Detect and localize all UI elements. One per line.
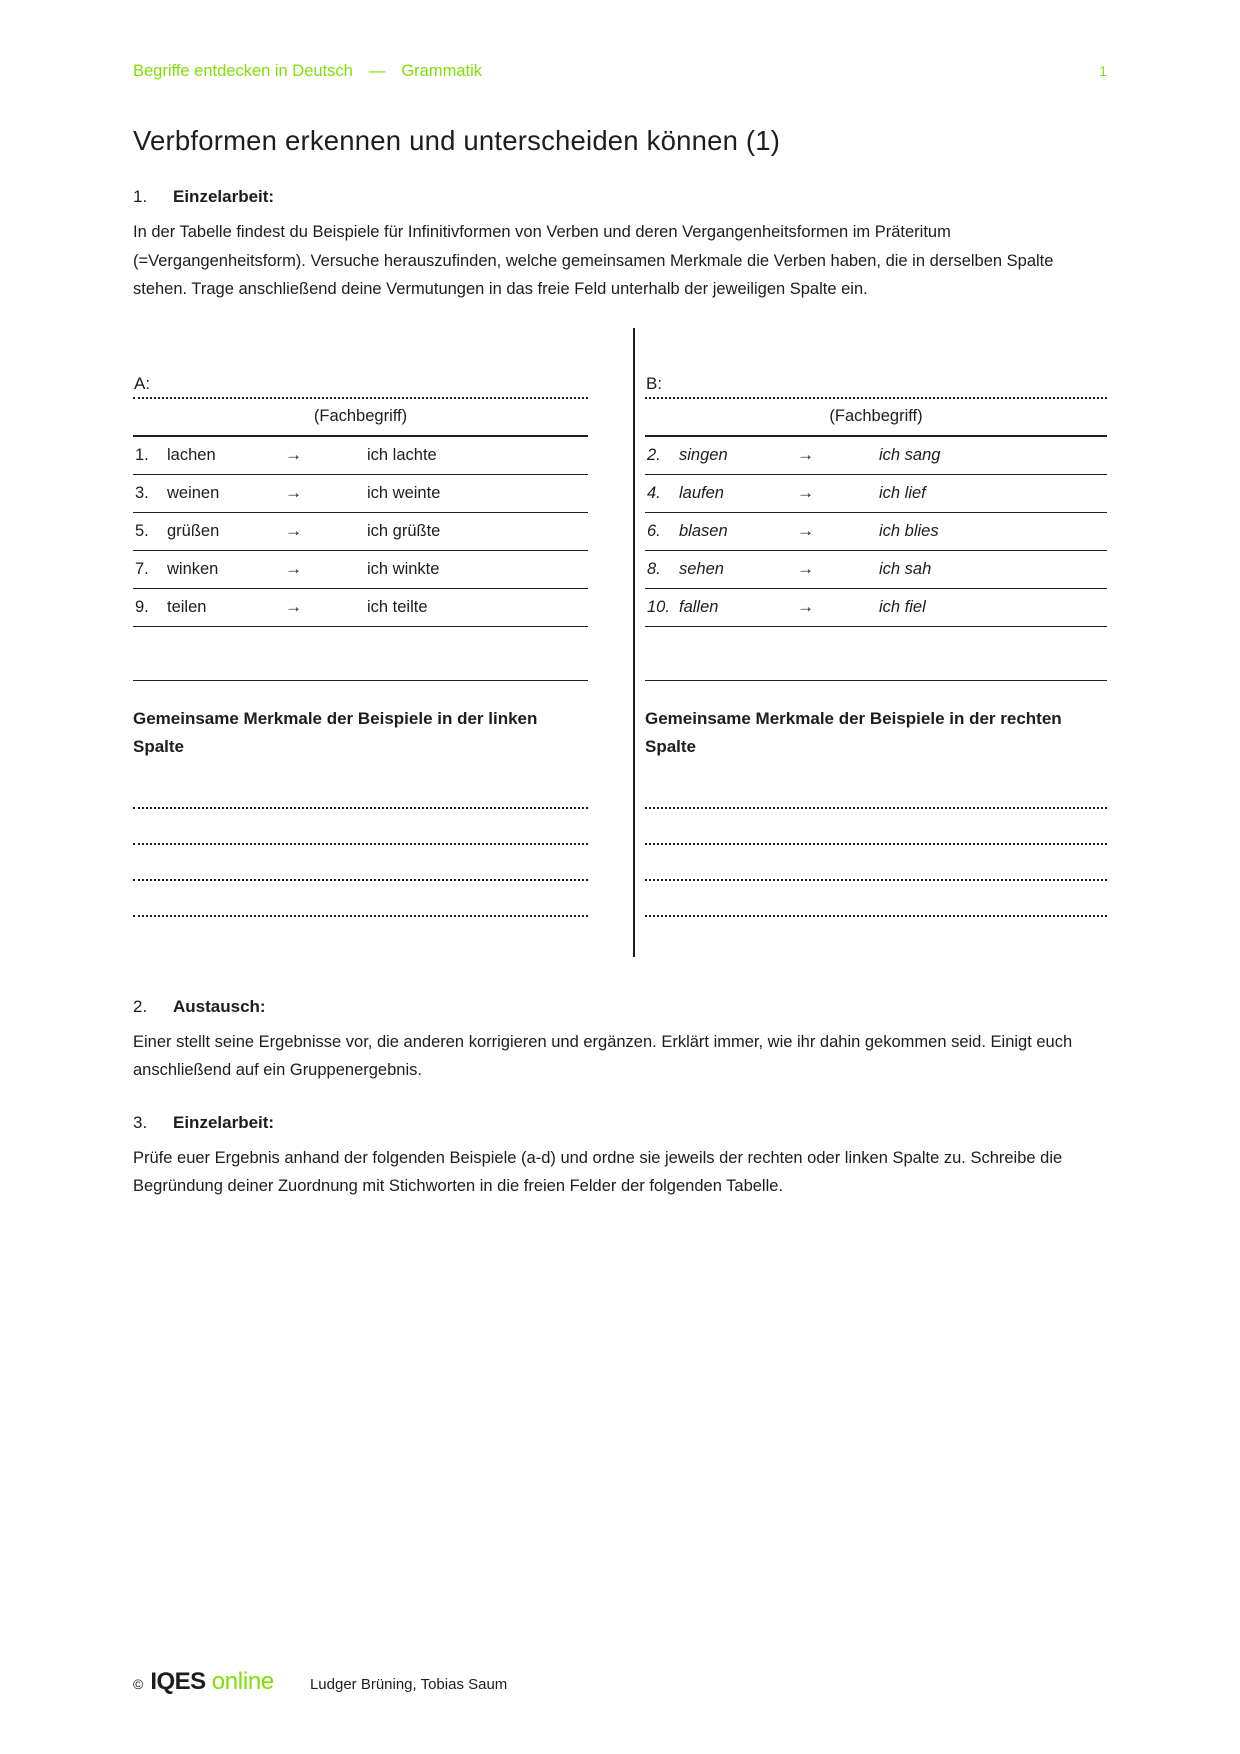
row-number: 3. (135, 483, 149, 502)
verb-table (133, 328, 1107, 957)
row-infinitive: sehen (679, 559, 724, 578)
header-topic: Grammatik (401, 62, 483, 80)
authors: Ludger Brüning, Tobias Saum (309, 1676, 508, 1693)
row-number: 2. (647, 445, 661, 464)
row-number: 5. (135, 521, 149, 540)
row-past-form: ich sang (879, 445, 941, 464)
table-row (133, 551, 588, 589)
answer-line (645, 881, 1107, 917)
answer-line (133, 773, 588, 809)
section-2-label: Austausch: (173, 996, 266, 1016)
row-number: 4. (647, 483, 661, 502)
section-1-heading (133, 187, 1107, 207)
answer-line (133, 845, 588, 881)
column-a-label: A: (133, 374, 588, 399)
arrow-icon: → (285, 445, 302, 464)
page-number: 1 (1099, 63, 1107, 79)
column-a (133, 328, 623, 917)
table-bottom-rule (645, 627, 1107, 681)
answer-line (133, 809, 588, 845)
arrow-icon: → (285, 597, 302, 616)
row-number: 9. (135, 597, 149, 616)
table-row (645, 551, 1107, 589)
row-past-form: ich lief (879, 483, 926, 502)
row-past-form: ich grüßte (367, 521, 441, 540)
row-past-form: ich lachte (367, 445, 437, 464)
table-row (133, 475, 588, 513)
arrow-icon: → (797, 597, 814, 616)
column-b (645, 328, 1107, 917)
table-row (133, 513, 588, 551)
arrow-icon: → (797, 445, 814, 464)
column-b-fachbegriff: (Fachbegriff) (645, 399, 1107, 437)
row-past-form: ich sah (879, 559, 932, 578)
answer-area-left (133, 773, 588, 917)
row-number: 1. (135, 445, 149, 464)
copyright-symbol: © (133, 1676, 144, 1692)
row-number: 10. (647, 597, 670, 616)
answer-line (133, 881, 588, 917)
answer-line (645, 845, 1107, 881)
section-3-label: Einzelarbeit: (173, 1112, 275, 1132)
section-1-label: Einzelarbeit: (173, 187, 275, 206)
iqes-online-logo: online (211, 1668, 274, 1695)
arrow-icon: → (285, 483, 302, 502)
table-row (645, 589, 1107, 627)
row-number: 6. (647, 521, 661, 540)
document-footer (133, 1668, 507, 1696)
section-2-number: 2. (133, 996, 148, 1016)
column-b-label: B: (645, 374, 1107, 399)
row-past-form: ich fiel (879, 597, 926, 616)
header-course: Begriffe entdecken in Deutsch (133, 62, 353, 80)
iqes-logo: IQES (150, 1668, 206, 1695)
arrow-icon: → (797, 483, 814, 502)
header-separator: — (368, 62, 386, 80)
arrow-icon: → (285, 559, 302, 578)
row-number: 8. (647, 559, 661, 578)
row-infinitive: weinen (167, 483, 220, 502)
merkmale-heading-right: Gemeinsame Merkmale der Beispiele in der rechten Spalte (645, 708, 1062, 756)
document-header (133, 0, 1107, 81)
merkmale-heading-left: Gemeinsame Merkmale der Beispiele in der linken Spalte (133, 708, 538, 756)
table-row (645, 513, 1107, 551)
row-infinitive: teilen (167, 597, 207, 616)
row-infinitive: blasen (679, 521, 728, 540)
section-1-number: 1. (133, 187, 148, 206)
answer-line (645, 773, 1107, 809)
arrow-icon: → (797, 521, 814, 540)
arrow-icon: → (285, 521, 302, 540)
header-topic-line (133, 62, 482, 81)
row-infinitive: singen (679, 445, 728, 464)
section-1-body: In der Tabelle findest du Beispiele für Infinitivformen von Verben und deren Vergangenheitsformen im Präteritum (=Vergangenheitsform). Versuche herauszufinden, welche gemeinsamen Merkmale die Verben haben, die in derselben Spalte stehen. Trage anschließend deine Vermutungen in das freie Feld unterhalb der jeweiligen Spalte ein. (133, 223, 1054, 298)
row-infinitive: winken (167, 559, 219, 578)
row-number: 7. (135, 559, 149, 578)
column-a-fachbegriff: (Fachbegriff) (133, 399, 588, 437)
table-row (645, 475, 1107, 513)
row-infinitive: fallen (679, 597, 719, 616)
table-row (645, 437, 1107, 475)
row-infinitive: grüßen (167, 521, 220, 540)
row-infinitive: laufen (679, 483, 724, 502)
column-divider (633, 328, 635, 957)
row-past-form: ich weinte (367, 483, 441, 502)
table-bottom-rule (133, 627, 588, 681)
row-past-form: ich winkte (367, 559, 440, 578)
row-past-form: ich blies (879, 521, 939, 540)
section-2-heading (133, 997, 1107, 1017)
page-title: Verbformen erkennen und unterscheiden können (1) (133, 125, 781, 156)
table-row (133, 589, 588, 627)
row-past-form: ich teilte (367, 597, 428, 616)
answer-area-right (645, 773, 1107, 917)
row-infinitive: lachen (167, 445, 216, 464)
table-row (133, 437, 588, 475)
section-3-number: 3. (133, 1112, 148, 1132)
section-2-body: Einer stellt seine Ergebnisse vor, die anderen korrigieren und ergänzen. Erklärt immer, wie ihr dahin gekommen seid. Einigt euch anschließend auf ein Gruppenergebnis. (133, 1032, 1073, 1079)
arrow-icon: → (797, 559, 814, 578)
section-3-body: Prüfe euer Ergebnis anhand der folgenden Beispiele (a-d) und ordne sie jeweils der rechten oder linken Spalte zu. Schreibe die Begründung deiner Zuordnung mit Stichworten in die freien Felder der folgenden Tabelle. (133, 1148, 1063, 1195)
answer-line (645, 809, 1107, 845)
section-3-heading (133, 1113, 1107, 1133)
